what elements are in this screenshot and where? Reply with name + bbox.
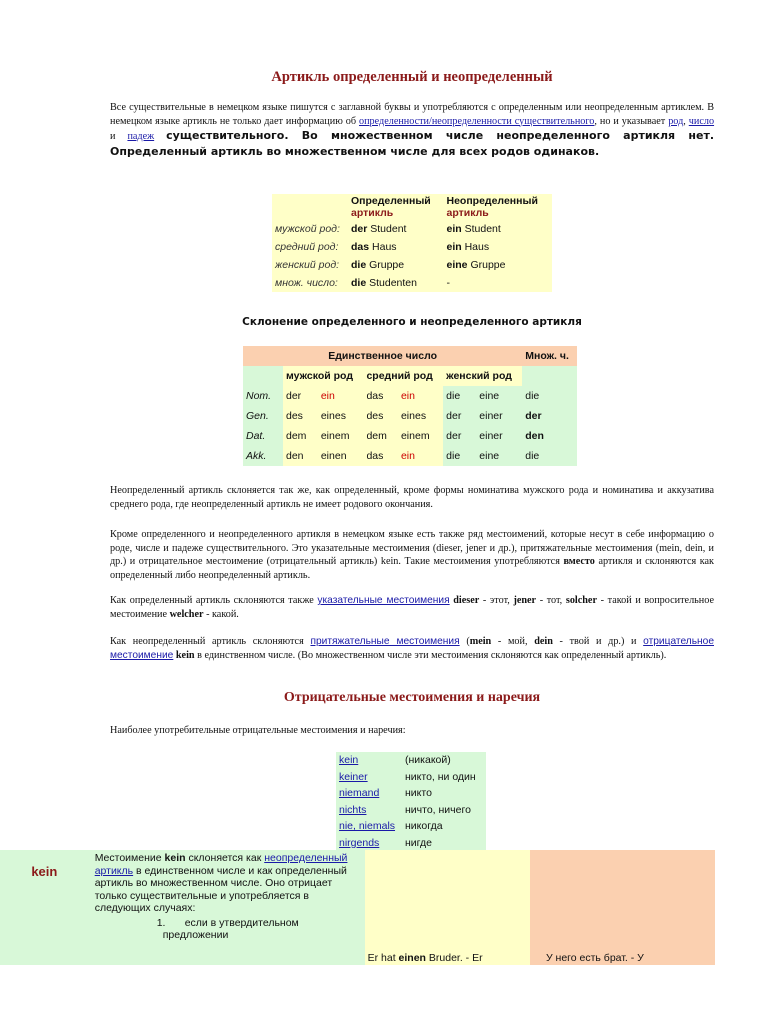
- intro-text-2: , но и указывает: [594, 115, 666, 127]
- link-possessive-pronouns[interactable]: притяжательные местоимения: [310, 636, 460, 647]
- table-row: [0, 850, 715, 965]
- kein-table: [0, 850, 715, 965]
- title-articles: Артикль определенный и неопределенный: [271, 69, 553, 85]
- link-kein[interactable]: kein: [339, 754, 359, 767]
- header-feminine: женский род: [443, 366, 522, 386]
- kein-heading: kein: [0, 850, 89, 965]
- table-row: nirgends нигде: [339, 836, 432, 849]
- table-header-row: [243, 346, 577, 366]
- table-row: средний род: das Haus ein Haus: [275, 241, 490, 253]
- declension-subtitle: Склонение определенного и неопределенного артикля: [242, 316, 582, 328]
- header-neuter: средний род: [363, 366, 443, 386]
- paragraph-indefinite: Неопределенный артикль склоняется так же, как определенный, кроме формы номинатива мужского рода и номинатива и аккузатива среднего рода, где неопределенный артикль не имеет родового окончания.: [110, 485, 714, 510]
- intro-and: и: [110, 131, 116, 142]
- table-row: множ. число: die Studenten -: [275, 277, 450, 289]
- list-item: 1. если в утвердительном предложении: [156, 916, 299, 941]
- link-nirgends[interactable]: nirgends: [339, 836, 380, 849]
- table-row: niemand никто: [339, 787, 432, 800]
- link-niemand[interactable]: niemand: [339, 787, 380, 800]
- header-indefinite: Неопределенный артикль: [446, 195, 538, 219]
- table-row: nichts ничто, ничего: [339, 803, 471, 816]
- kein-description: Местоимение kein склоняется как неопределенный артикль в единственном числе и как определенный артикль во множественном числе. Оно отрицает только существительные и употребляется в следующих случаях: 1. если в утвердительном предложении: [89, 850, 365, 965]
- table-row: женский род: die Gruppe eine Gruppe: [275, 259, 506, 271]
- link-case[interactable]: падеж: [127, 131, 155, 142]
- link-negative-pronoun[interactable]: отрицательное местоимение: [110, 636, 714, 661]
- declension-table: [243, 346, 577, 466]
- header-plural: Множ. ч.: [522, 346, 577, 366]
- table-row: Gen. des eines des eines der einer der: [243, 406, 577, 426]
- link-nie-niemals[interactable]: nie, niemals: [339, 820, 396, 833]
- table-row: мужской род: der Student ein Student: [275, 223, 501, 235]
- intro-sep: ,: [683, 115, 686, 127]
- header-masculine: мужской род: [283, 366, 363, 386]
- link-nichts[interactable]: nichts: [339, 803, 367, 816]
- link-keiner[interactable]: keiner: [339, 770, 368, 783]
- table-row: Akk. den einen das ein die eine die: [243, 446, 577, 466]
- intro-text: Все существительные в немецком языке пишутся с заглавной буквы и употребляются с определенным или неопределенным артиклем. В немецком языке артикль не только дает информацию об: [110, 102, 714, 127]
- kein-example: Er hat einen Bruder. - Er: [365, 850, 530, 965]
- header-definite: Определенный артикль: [351, 195, 431, 219]
- link-gender[interactable]: род: [668, 115, 684, 127]
- table-row: kein (никакой): [339, 754, 451, 767]
- paragraph-negative-intro: Наиболее употребительные отрицательные местоимения и наречия:: [110, 725, 406, 736]
- articles-table: [272, 194, 552, 292]
- kein-translation: У него есть брат. - У: [530, 850, 715, 965]
- link-definiteness[interactable]: определенности/неопределенности существительного: [359, 115, 595, 127]
- intro-bold-text: существительного. Во множественном числе неопределенного артикля нет. Определенный артикль во множественном числе для всех родов одинаков.: [110, 129, 714, 158]
- link-indefinite-article[interactable]: неопределенный артикль: [94, 852, 348, 877]
- table-row: Nom. der ein das ein die eine die: [243, 386, 577, 406]
- table-row: nie, niemals никогда: [339, 820, 443, 833]
- table-row: keiner никто, ни один: [339, 770, 476, 783]
- title-negative: Отрицательные местоимения и наречия: [283, 690, 541, 705]
- negative-words-table: [336, 752, 486, 851]
- header-singular: Единственное число: [243, 346, 522, 366]
- table-header-row: [272, 194, 552, 220]
- intro-paragraph: [110, 101, 714, 160]
- table-row: Dat. dem einem dem einem der einer den: [243, 426, 577, 446]
- paragraph-possessive: Как неопределенный артикль склоняются притяжательные местоимения (mein - мой, dein - твой и др.) и отрицательное местоимение kein в единственном числе. (Во множественном числе эти местоимения склоняются как определенный артикль).: [110, 636, 714, 661]
- paragraph-demonstrative: Как определенный артикль склоняются также указательные местоимения dieser - этот, jener - тот, solcher - такой и вопросительное местоимение welcher - какой.: [110, 595, 714, 620]
- link-number[interactable]: число: [688, 115, 715, 127]
- table-header-row: [243, 366, 577, 386]
- link-demonstrative-pronouns[interactable]: указательные местоимения: [317, 595, 450, 606]
- paragraph-pronouns: Кроме определенного и неопределенного артикля в немецком языке есть также ряд местоимений, которые несут в себе информацию о роде, числе и падеже существительного. Это указательные местоимения (dieser, jener и др.), притяжательные местоимения (mein, dein, и др.) и отрицательное местоимение (отрицательный артикль) kein. Такие местоимения употребляются вместо артикля и склоняются как определенный либо неопределенный артикль.: [110, 529, 715, 581]
